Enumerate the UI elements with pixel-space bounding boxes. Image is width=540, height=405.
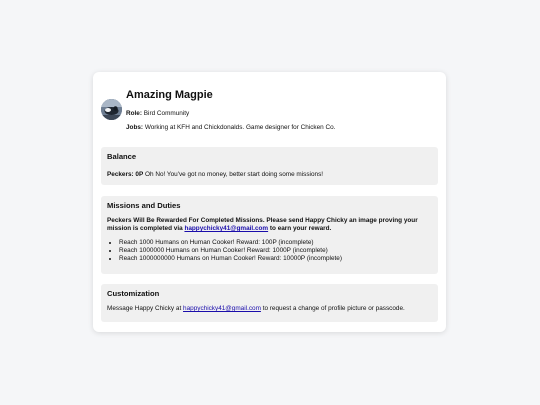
balance-text (107, 171, 432, 179)
jobs-label: Jobs: (126, 124, 144, 131)
customization-email-link[interactable]: happychicky41@gmail.com (183, 305, 261, 312)
magpie-avatar-icon (101, 99, 122, 120)
missions-notice-tail: to earn your reward. (269, 225, 332, 232)
page-title: Amazing Magpie (126, 89, 213, 101)
customization-text-after: to request a change of profile picture or passcode. (262, 305, 405, 312)
missions-notice (107, 217, 432, 233)
missions-notice-text: Peckers Will Be Rewarded For Completed Missions. Please send Happy Chicky an image proving your mission is completed via (107, 217, 418, 232)
jobs-line (126, 124, 335, 132)
role-line (126, 110, 189, 118)
balance-title: Balance (107, 152, 137, 161)
balance-section (101, 147, 438, 185)
missions-title: Missions and Duties (107, 201, 181, 210)
avatar (101, 99, 122, 120)
list-item: • Reach 1000000 Humans on Human Cooker! Reward: 1000P (incomplete) (119, 247, 432, 255)
customization-text (107, 305, 432, 313)
profile-card (93, 72, 446, 332)
list-item: • Reach 1000 Humans on Human Cooker! Reward: 100P (incomplete) (119, 239, 432, 247)
list-item: • Reach 1000000000 Humans on Human Cooker! Reward: 10000P (incomplete) (119, 255, 432, 263)
balance-amount: Peckers: 0P (107, 171, 144, 178)
jobs-value: Working at KFH and Chickdonalds. Game designer for Chicken Co. (144, 124, 336, 131)
role-value: Bird Community (143, 110, 190, 117)
customization-section (101, 284, 438, 322)
balance-message: Oh No! You've got no money, better start doing some missions! (145, 171, 324, 178)
missions-email-link[interactable]: happychicky41@gmail.com (184, 225, 269, 232)
customization-text-before: Message Happy Chicky at (107, 305, 182, 312)
role-label: Role: (126, 110, 142, 117)
missions-list (107, 239, 432, 263)
customization-title: Customization (107, 289, 160, 298)
missions-section (101, 196, 438, 274)
